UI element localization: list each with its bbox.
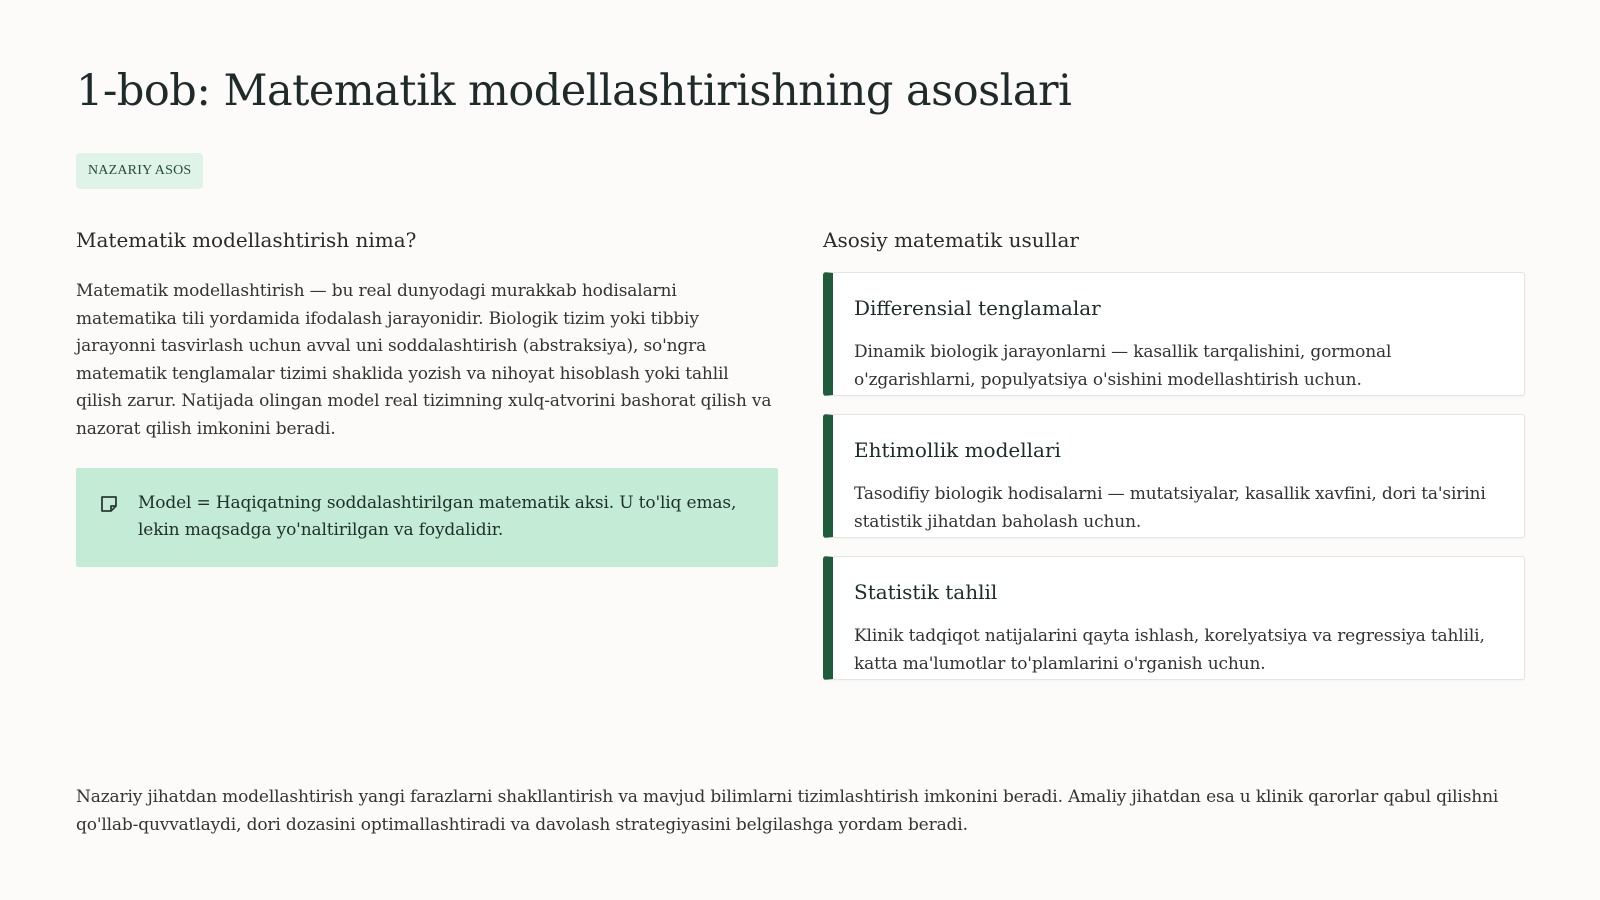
right-column — [823, 224, 1525, 698]
method-title: Differensial tenglamalar — [854, 296, 1101, 320]
right-heading: Asosiy matematik usullar — [823, 228, 1079, 252]
method-description: Dinamik biologik jarayonlarni — kasallik tarqalishini, gormonal o'zgarishlarni, populyatsiya o'sishini modellashtirish uchun. — [854, 342, 1392, 390]
method-title: Statistik tahlil — [854, 580, 998, 604]
intro-paragraph: Matematik modellashtirish — bu real dunyodagi murakkab hodisalarni matematika tili yordamida ifodalash jarayonidir. Biologik tizim yoki tibbiy jarayonni tasvirlash uchun avval uni soddalashtirish (abstraksiya), so'ngra matematik tenglamalar tizimi shaklida yozish va nihoyat hisoblash yoki tahlil qilish zarur. Natijada olingan model real tizimning xulq-atvorini bashorat qilish va nazorat qilish imkonini beradi. — [76, 281, 772, 439]
method-card-probability — [823, 414, 1525, 538]
method-card-statistics — [823, 556, 1525, 680]
note-icon — [98, 493, 120, 515]
left-column — [76, 224, 778, 567]
model-callout — [76, 468, 778, 567]
method-description: Klinik tadqiqot natijalarini qayta ishlash, korelyatsiya va regressiya tahlili, katta ma'lumotlar to'plamlarini o'rganish uchun. — [854, 626, 1485, 674]
left-heading: Matematik modellashtirish nima? — [76, 228, 417, 252]
section-tag: NAZARIY ASOS — [76, 153, 203, 189]
method-card-differential — [823, 272, 1525, 396]
page-title: 1-bob: Matematik modellashtirishning asoslari — [76, 66, 1072, 116]
callout-text: Model = Haqiqatning soddalashtirilgan matematik aksi. U to'liq emas, lekin maqsadga yo'naltirilgan va foydalidir. — [138, 492, 737, 541]
footer-paragraph: Nazariy jihatdan modellashtirish yangi farazlarni shakllantirish va mavjud bilimlarni tizimlashtirish imkonini beradi. Amaliy jihatdan esa u klinik qarorlar qabul qilishni qo'llab-quvvatlaydi, dori dozasini optimallashtiradi va davolash strategiyasini belgilashga yordam beradi. — [76, 787, 1499, 835]
method-list — [823, 272, 1525, 680]
slide — [76, 0, 1524, 900]
method-description: Tasodifiy biologik hodisalarni — mutatsiyalar, kasallik xavfini, dori ta'sirini statistik jihatdan baholash uchun. — [854, 484, 1486, 532]
method-title: Ehtimollik modellari — [854, 438, 1061, 462]
